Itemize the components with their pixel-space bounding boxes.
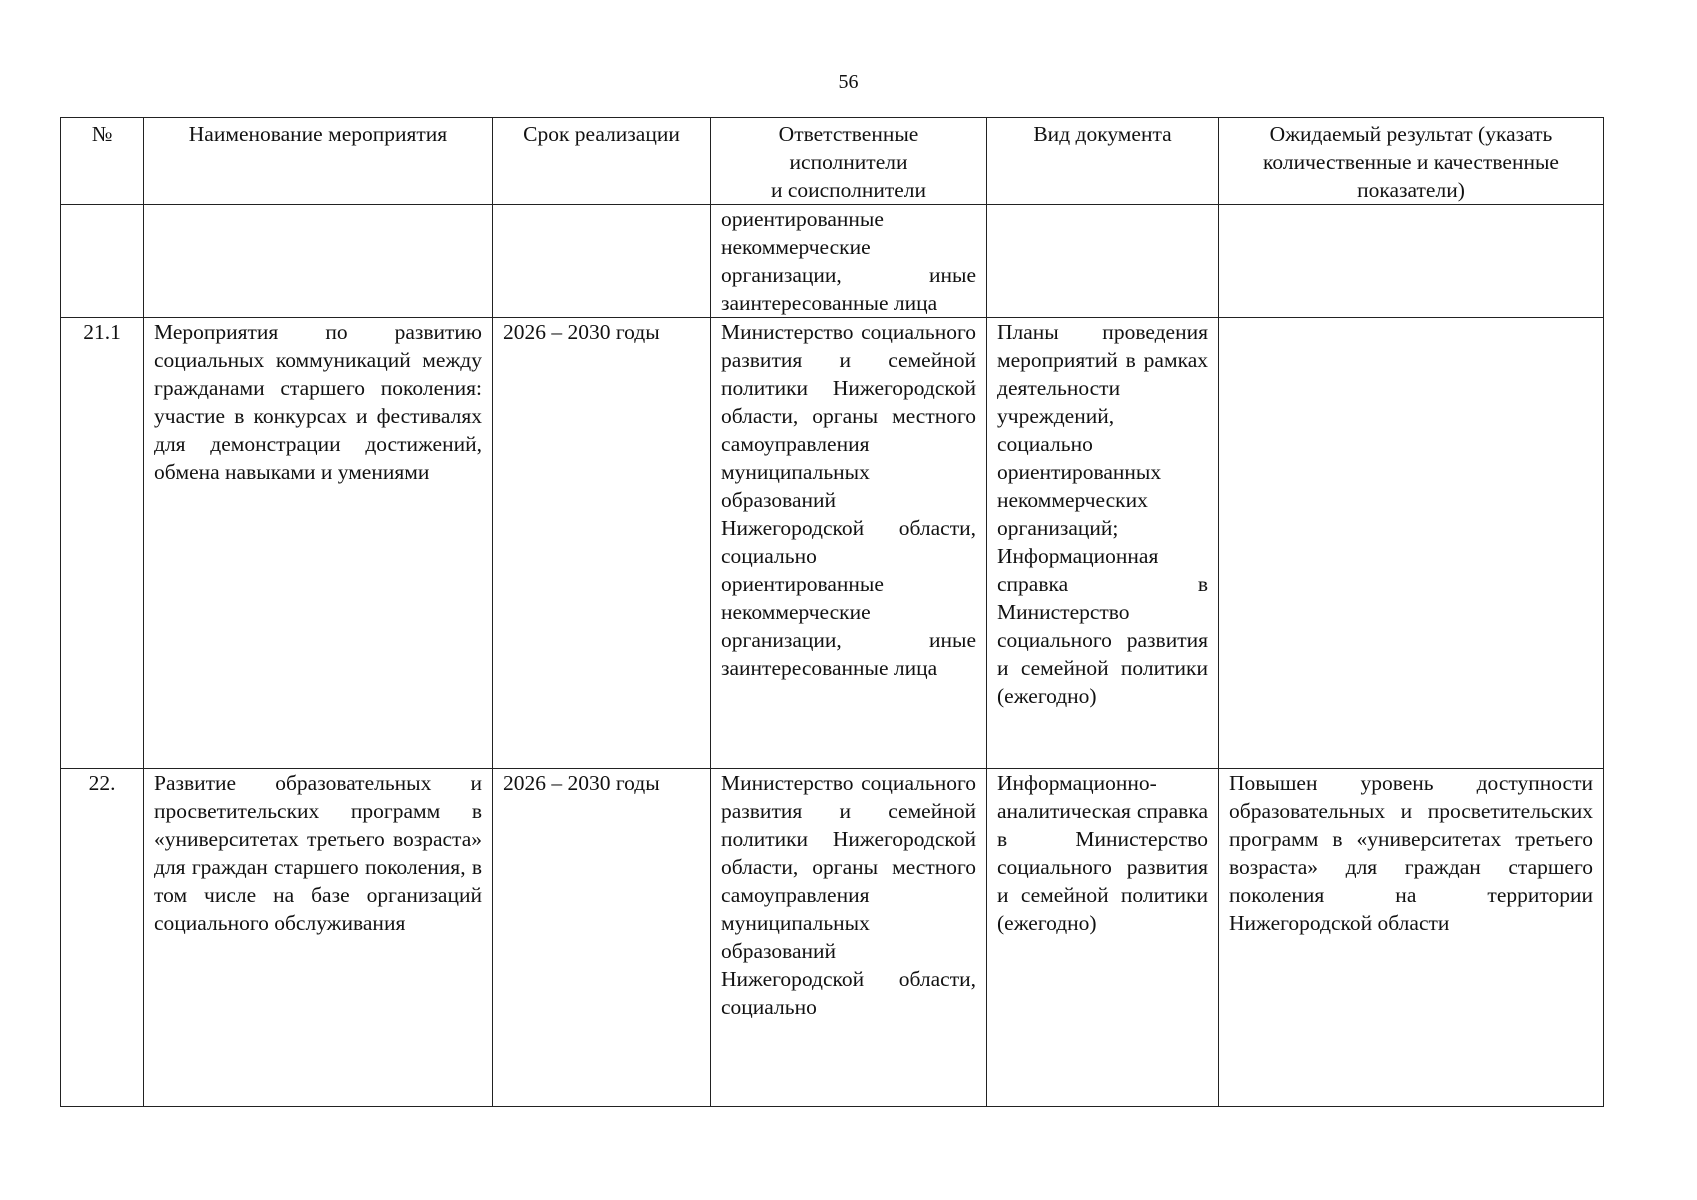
activities-table <box>60 117 1604 1107</box>
cell-responsible: Министерство социального развития и семейной политики Нижегородской области, органы местного самоуправления муниципальных образований Нижегородской области, социально ориентированные некоммерческие организации, иные заинтересованные лица <box>711 318 987 769</box>
header-responsible-line: исполнители <box>789 150 908 174</box>
header-responsible-line: Ответственные <box>778 122 919 146</box>
table-row <box>61 318 1604 769</box>
cell-number <box>61 205 144 318</box>
cell-document-type: Планы проведения мероприятий в рамках деятельности учреждений, социально ориентированных некоммерческих организаций; Информационная справка в Министерство социального развития и семейной политики (ежегодно) <box>987 318 1219 769</box>
header-responsible-line: и соисполнители <box>770 178 927 202</box>
header-expected-result <box>1219 118 1604 205</box>
header-responsible <box>711 118 987 205</box>
cell-document-type <box>987 205 1219 318</box>
cell-expected-result <box>1219 205 1604 318</box>
header-result-line: количественные и качественные <box>1263 150 1559 174</box>
page-number: 56 <box>838 71 859 93</box>
cell-expected-result <box>1219 318 1604 769</box>
header-term: Срок реализации <box>493 118 711 205</box>
cell-expected-result: Повышен уровень доступности образовательных и просветительских программ в «университетах третьего возраста» для граждан старшего поколения на территории Нижегородской области <box>1219 769 1604 1107</box>
header-result-line: Ожидаемый результат (указать <box>1269 122 1553 146</box>
cell-activity-name <box>144 205 493 318</box>
cell-responsible: Министерство социального развития и семейной политики Нижегородской области, органы местного самоуправления муниципальных образований Нижегородской области, социально <box>711 769 987 1107</box>
header-result-line: показатели) <box>1357 178 1465 202</box>
cell-activity-name: Развитие образовательных и просветительских программ в «университетах третьего возраста» для граждан старшего поколения, в том числе на базе организаций социального обслуживания <box>144 769 493 1107</box>
cell-activity-name: Мероприятия по развитию социальных коммуникаций между гражданами старшего поколения: участие в конкурсах и фестивалях для демонстрации достижений, обмена навыками и умениями <box>144 318 493 769</box>
table-header-row <box>61 118 1604 205</box>
header-activity-name: Наименование мероприятия <box>144 118 493 205</box>
header-document-type: Вид документа <box>987 118 1219 205</box>
cell-term <box>493 205 711 318</box>
cell-term: 2026 – 2030 годы <box>493 318 711 769</box>
table-row <box>61 205 1604 318</box>
cell-number: 22. <box>61 769 144 1107</box>
cell-document-type: Информационно-аналитическая справка в Министерство социального развития и семейной политики (ежегодно) <box>987 769 1219 1107</box>
cell-term: 2026 – 2030 годы <box>493 769 711 1107</box>
header-number: № <box>61 118 144 205</box>
cell-number: 21.1 <box>61 318 144 769</box>
cell-responsible: ориентированные некоммерческие организации, иные заинтересованные лица <box>711 205 987 318</box>
table-row <box>61 769 1604 1107</box>
